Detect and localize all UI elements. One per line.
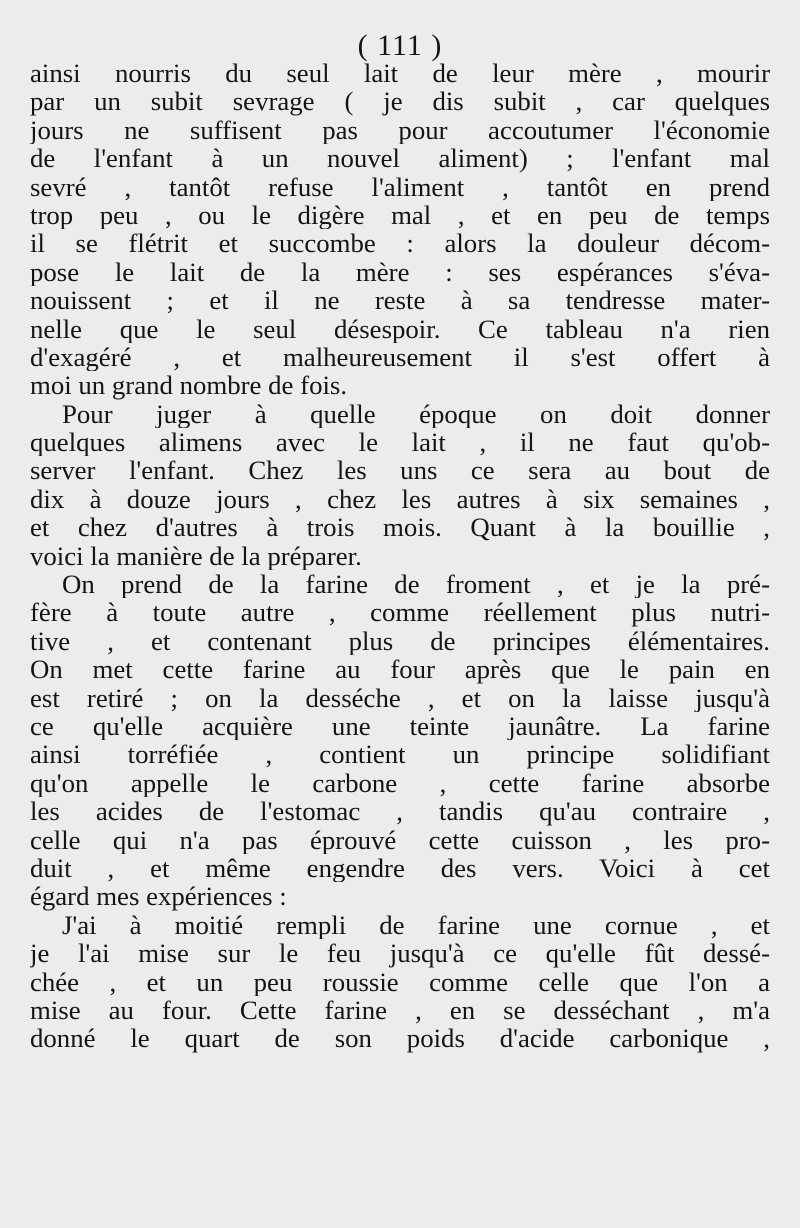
text-line: mise au four. Cette farine , en se desséchant , m'a: [30, 995, 770, 1025]
text-line: jours ne suffisent pas pour accoutumer l'économie: [30, 115, 770, 145]
text-line: celle qui n'a pas éprouvé cette cuisson , les pro-: [30, 825, 770, 854]
page-number: ( 111 ): [357, 29, 443, 62]
text-line: ce qu'elle acquière une teinte jaunâtre. La farine: [30, 711, 770, 741]
text-line: sevré , tantôt refuse l'aliment , tantôt en prend: [30, 172, 770, 201]
text-line: nelle que le seul désespoir. Ce tableau n'a rien: [30, 314, 770, 343]
text-line: ainsi nourris du seul lait de leur mère , mourir: [30, 59, 770, 88]
text-line: les acides de l'estomac , tandis qu'au contraire ,: [30, 797, 770, 826]
text-line: je l'ai mise sur le feu jusqu'à ce qu'elle fût dessé-: [30, 939, 770, 968]
text-line: et chez d'autres à trois mois. Quant à la bouillie ,: [30, 513, 770, 542]
text-line: tive , et contenant plus de principes élémentaires.: [30, 626, 770, 656]
text-line: de l'enfant à un nouvel aliment) ; l'enfant mal: [30, 144, 770, 173]
text-line: d'exagéré , et malheureusement il s'est offert à: [30, 342, 770, 372]
text-line: pose le lait de la mère : ses espérances s'éva-: [30, 257, 770, 287]
text-line: fère à toute autre , comme réellement plus nutri-: [30, 598, 770, 627]
text-line: duit , et même engendre des vers. Voici à cet: [30, 853, 770, 883]
text-line: On met cette farine au four après que le pain en: [30, 655, 770, 684]
text-line: par un subit sevrage ( je dis subit , car quelques: [30, 87, 770, 116]
text-line: ainsi torréfiée , contient un principe solidifiant: [30, 740, 770, 769]
page-text: [30, 59, 770, 1053]
text-line: égard mes expériences :: [30, 882, 287, 911]
text-line: est retiré ; on la desséche , et on la laisse jusqu'à: [30, 683, 770, 712]
text-line: dix à douze jours , chez les autres à six semaines ,: [30, 484, 770, 514]
text-line: Pour juger à quelle époque on doit donner: [62, 399, 770, 429]
text-line: server l'enfant. Chez les uns ce sera au bout de: [30, 456, 770, 485]
text-line: donné le quart de son poids d'acide carbonique ,: [30, 1024, 770, 1053]
text-line: chée , et un peu roussie comme celle que l'on a: [30, 967, 770, 996]
text-line: On prend de la farine de froment , et je la pré-: [62, 570, 770, 599]
text-line: trop peu , ou le digère mal , et en peu de temps: [30, 200, 770, 230]
text-line: nouissent ; et il ne reste à sa tendresse mater-: [30, 286, 770, 315]
text-line: voici la manière de la préparer.: [30, 541, 362, 571]
text-line: quelques alimens avec le lait , il ne faut qu'ob-: [30, 428, 770, 457]
text-line: qu'on appelle le carbone , cette farine absorbe: [30, 768, 770, 798]
text-line: J'ai à moitié rempli de farine une cornue , et: [62, 910, 770, 940]
text-line: moi un grand nombre de fois.: [30, 371, 348, 400]
text-line: il se flétrit et succombe : alors la douleur décom-: [30, 229, 770, 258]
